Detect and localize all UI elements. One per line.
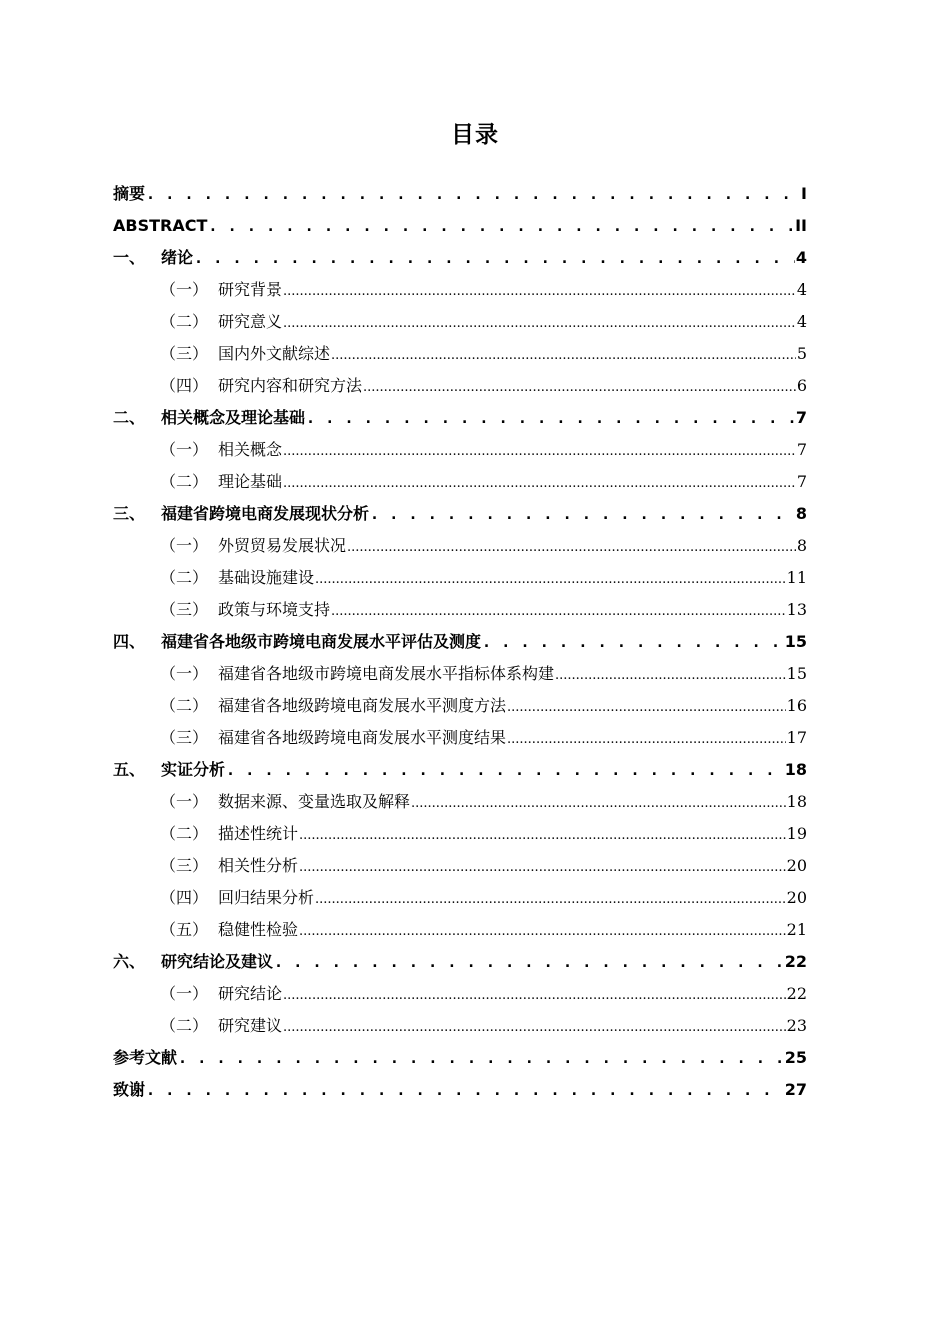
- toc-entry-number: 五、: [113, 760, 146, 779]
- toc-entry-number: （四）: [160, 888, 209, 907]
- toc-entry[interactable]: [113, 562, 807, 594]
- toc-dot-leader: [370, 498, 795, 530]
- toc-dot-leader: [347, 530, 796, 564]
- toc-dot-leader: [507, 690, 786, 724]
- toc-dot-leader: [146, 1074, 784, 1106]
- toc-entry-page: 4: [796, 280, 807, 299]
- toc-entry-title: 参考文献: [113, 1048, 178, 1067]
- toc-entry-title: 福建省各地级市跨境电商发展水平指标体系构建: [218, 664, 555, 683]
- toc-entry-number: （四）: [160, 376, 209, 395]
- toc-dot-leader: [363, 370, 796, 404]
- toc-entry-title: 政策与环境支持: [218, 600, 331, 619]
- toc-entry-page: 7: [796, 440, 807, 459]
- toc-entry-title: 研究背景: [218, 280, 283, 299]
- toc-entry-number: 四、: [113, 632, 146, 651]
- toc-entry[interactable]: [113, 594, 807, 626]
- toc-entry-page: 4: [795, 248, 807, 267]
- page-title: 目录: [451, 122, 499, 148]
- toc-entry[interactable]: [113, 850, 807, 882]
- toc-entry-page: 22: [784, 952, 807, 971]
- toc-entry-title: 相关概念: [218, 440, 283, 459]
- toc-entry[interactable]: [113, 210, 807, 242]
- toc-entry-number: （二）: [160, 568, 209, 587]
- toc-entry-number: （一）: [160, 536, 209, 555]
- toc-entry-number: （一）: [160, 792, 209, 811]
- toc-entry[interactable]: [113, 786, 807, 818]
- toc-entry-title: 基础设施建设: [218, 568, 315, 587]
- toc-entry[interactable]: [113, 274, 807, 306]
- toc-dot-leader: [194, 242, 795, 274]
- toc-dot-leader: [411, 786, 786, 820]
- toc-entry-title: 数据来源、变量选取及解释: [218, 792, 411, 811]
- toc-entry-page: II: [795, 216, 807, 235]
- toc-entry[interactable]: [113, 178, 807, 210]
- toc-entry-number: （二）: [160, 696, 209, 715]
- toc-entry-page: 16: [786, 696, 807, 715]
- toc-entry-title: 摘要: [113, 184, 146, 203]
- toc-entry-page: 8: [795, 504, 807, 523]
- toc-entry[interactable]: [113, 626, 807, 658]
- toc-entry-title: 研究结论: [218, 984, 283, 1003]
- toc-dot-leader: [274, 946, 784, 978]
- toc-entry-title: 国内外文献综述: [218, 344, 331, 363]
- toc-entry-title: 福建省跨境电商发展现状分析: [161, 504, 370, 523]
- toc-entry[interactable]: [113, 690, 807, 722]
- toc-entry-page: I: [801, 184, 807, 203]
- toc-entry[interactable]: [113, 658, 807, 690]
- toc-entry-page: 7: [795, 408, 807, 427]
- toc-dot-leader: [482, 626, 784, 658]
- toc-entry-page: 18: [784, 760, 807, 779]
- toc-entry-page: 19: [786, 824, 807, 843]
- toc-dot-leader: [283, 306, 796, 340]
- toc-entry-page: 27: [784, 1080, 807, 1099]
- toc-entry[interactable]: [113, 1010, 807, 1042]
- toc-entry-page: 18: [786, 792, 807, 811]
- toc-entry-title: 福建省各地级跨境电商发展水平测度方法: [218, 696, 507, 715]
- toc-entry-page: 7: [796, 472, 807, 491]
- toc-dot-leader: [283, 466, 796, 500]
- toc-entry-title: ABSTRACT: [113, 216, 208, 235]
- toc-dot-leader: [208, 210, 794, 242]
- toc-entry-page: 4: [796, 312, 807, 331]
- toc-entry-title: 研究意义: [218, 312, 283, 331]
- table-of-contents: [113, 178, 807, 1106]
- toc-entry-title: 回归结果分析: [218, 888, 315, 907]
- toc-entry-number: （三）: [160, 344, 209, 363]
- toc-dot-leader: [178, 1042, 784, 1074]
- toc-entry[interactable]: [113, 722, 807, 754]
- toc-entry[interactable]: [113, 338, 807, 370]
- toc-entry-title: 研究结论及建议: [161, 952, 274, 971]
- toc-entry-number: （二）: [160, 824, 209, 843]
- toc-dot-leader: [555, 658, 786, 692]
- toc-entry-page: 5: [796, 344, 807, 363]
- toc-dot-leader: [283, 274, 796, 308]
- toc-entry-page: 23: [786, 1016, 807, 1035]
- toc-entry-page: 13: [786, 600, 807, 619]
- toc-entry-number: （一）: [160, 984, 209, 1003]
- toc-entry-title: 实证分析: [161, 760, 226, 779]
- toc-dot-leader: [507, 722, 786, 756]
- toc-entry-title: 理论基础: [218, 472, 283, 491]
- toc-dot-leader: [299, 850, 786, 884]
- toc-dot-leader: [315, 562, 786, 596]
- toc-entry-title: 福建省各地级跨境电商发展水平测度结果: [218, 728, 507, 747]
- toc-entry-title: 相关性分析: [218, 856, 299, 875]
- toc-entry[interactable]: [113, 242, 807, 274]
- toc-entry-page: 20: [786, 888, 807, 907]
- toc-entry-number: 六、: [113, 952, 146, 971]
- toc-entry[interactable]: [113, 882, 807, 914]
- toc-entry-number: 二、: [113, 408, 146, 427]
- toc-entry-number: （一）: [160, 664, 209, 683]
- toc-entry-number: （二）: [160, 312, 209, 331]
- toc-entry-page: 6: [796, 376, 807, 395]
- toc-entry-number: （三）: [160, 856, 209, 875]
- toc-dot-leader: [283, 434, 796, 468]
- toc-entry[interactable]: [113, 466, 807, 498]
- toc-entry-number: 三、: [113, 504, 146, 523]
- toc-entry-title: 绪论: [161, 248, 194, 267]
- toc-entry-page: 22: [786, 984, 807, 1003]
- toc-entry-title: 致谢: [113, 1080, 146, 1099]
- toc-entry-title: 研究建议: [218, 1016, 283, 1035]
- toc-entry[interactable]: [113, 370, 807, 402]
- toc-entry-page: 20: [786, 856, 807, 875]
- toc-entry[interactable]: [113, 946, 807, 978]
- toc-dot-leader: [306, 402, 795, 434]
- toc-entry-number: （二）: [160, 472, 209, 491]
- toc-entry-title: 描述性统计: [218, 824, 299, 843]
- toc-dot-leader: [331, 338, 796, 372]
- toc-entry-page: 17: [786, 728, 807, 747]
- toc-entry-number: （五）: [160, 920, 209, 939]
- toc-entry-page: 8: [796, 536, 807, 555]
- toc-entry-title: 稳健性检验: [218, 920, 299, 939]
- toc-entry[interactable]: [113, 1042, 807, 1074]
- toc-entry-number: （一）: [160, 280, 209, 299]
- toc-entry-number: （一）: [160, 440, 209, 459]
- toc-entry[interactable]: [113, 402, 807, 434]
- toc-entry[interactable]: [113, 498, 807, 530]
- toc-dot-leader: [331, 594, 786, 628]
- toc-entry[interactable]: [113, 818, 807, 850]
- toc-entry[interactable]: [113, 530, 807, 562]
- toc-dot-leader: [226, 754, 784, 786]
- toc-entry[interactable]: [113, 914, 807, 946]
- toc-entry-number: （二）: [160, 1016, 209, 1035]
- toc-entry-title: 研究内容和研究方法: [218, 376, 363, 395]
- toc-entry-page: 11: [786, 568, 807, 587]
- toc-entry-number: （三）: [160, 728, 209, 747]
- toc-entry-title: 福建省各地级市跨境电商发展水平评估及测度: [161, 632, 482, 651]
- toc-entry-page: 25: [784, 1048, 807, 1067]
- toc-entry[interactable]: [113, 1074, 807, 1106]
- toc-dot-leader: [283, 1010, 786, 1044]
- toc-entry[interactable]: [113, 978, 807, 1010]
- toc-entry[interactable]: [113, 306, 807, 338]
- toc-entry-number: 一、: [113, 248, 146, 267]
- toc-dot-leader: [299, 818, 786, 852]
- toc-dot-leader: [283, 978, 786, 1012]
- toc-dot-leader: [315, 882, 786, 916]
- toc-entry-title: 相关概念及理论基础: [161, 408, 306, 427]
- toc-entry-page: 21: [786, 920, 807, 939]
- toc-entry-page: 15: [786, 664, 807, 683]
- toc-dot-leader: [146, 178, 800, 210]
- toc-entry-title: 外贸贸易发展状况: [218, 536, 347, 555]
- toc-entry[interactable]: [113, 434, 807, 466]
- toc-entry-number: （三）: [160, 600, 209, 619]
- toc-entry-page: 15: [784, 632, 807, 651]
- toc-dot-leader: [299, 914, 786, 948]
- toc-entry[interactable]: [113, 754, 807, 786]
